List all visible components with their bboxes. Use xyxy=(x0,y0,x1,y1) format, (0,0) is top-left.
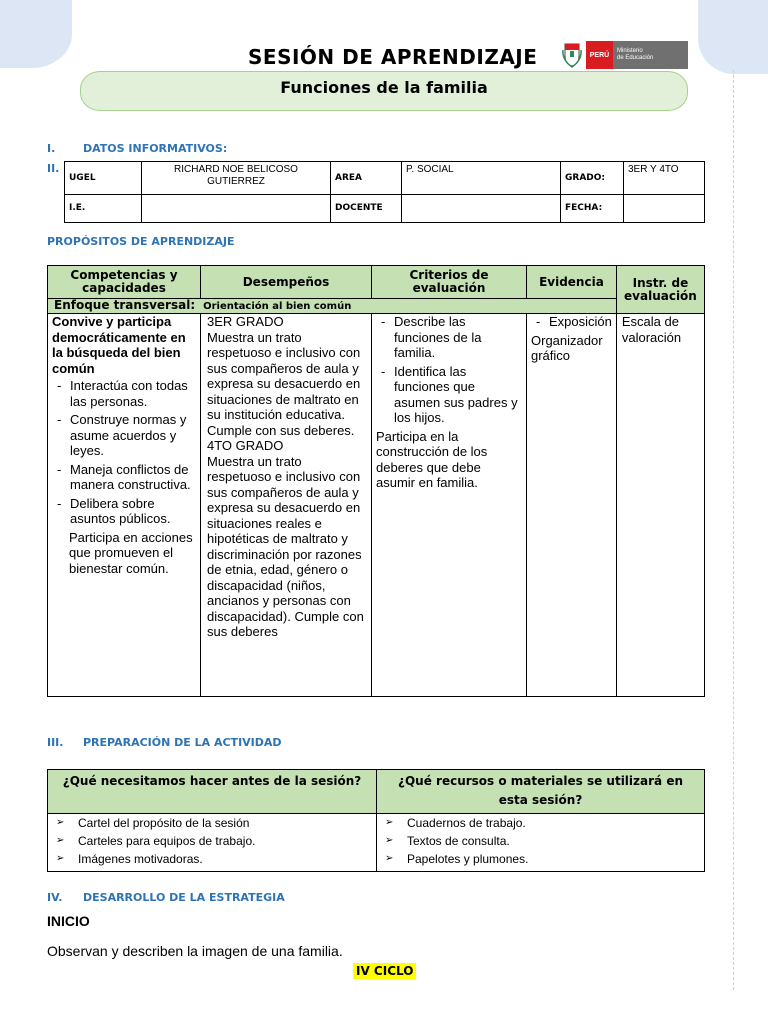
propositos-table xyxy=(47,265,705,697)
area-value: P. SOCIAL xyxy=(402,162,561,195)
list-item: ➢ Imágenes motivadoras. xyxy=(48,850,376,868)
grado-value: 3ER Y 4TO xyxy=(624,162,705,195)
list-item: - Delibera sobre asuntos públicos. xyxy=(52,496,196,527)
grado4-label: 4TO GRADO xyxy=(207,438,284,453)
list-item: ➢ Papelotes y plumones. xyxy=(377,850,704,868)
evidencia-list xyxy=(531,314,612,330)
margin-guide-line xyxy=(733,70,734,990)
grado-label: GRADO: xyxy=(561,162,624,195)
criterios-list xyxy=(376,314,522,426)
prep-header-recursos: ¿Qué recursos o materiales se utilizará en esta sesión? xyxy=(377,770,705,814)
ie-label: I.E. xyxy=(65,194,142,222)
antes-list xyxy=(48,814,376,868)
header-criterios: Criterios de evaluación xyxy=(372,266,527,299)
list-item: - Describe las funciones de la familia. xyxy=(376,314,522,361)
grado3-text: Muestra un trato respetuoso e inclusivo con sus compañeros de aula y expresa su desacuerdo en situaciones de maltrato en su institución educativa. Cumple con sus deberes. xyxy=(207,329,361,438)
peru-seal-icon xyxy=(561,40,583,68)
fecha-value xyxy=(624,194,705,222)
docente-label: DOCENTE xyxy=(331,194,402,222)
header-desempenos: Desempeños xyxy=(201,266,372,299)
ciclo-label: IV CICLO xyxy=(353,963,416,979)
evidencia-cell xyxy=(527,314,617,697)
criterio-extra: Participa en la construcción de los deberes que debe asumir en familia. xyxy=(376,428,488,490)
section-datos-heading: I. DATOS INFORMATIVOS: xyxy=(47,142,228,155)
inicio-heading: INICIO xyxy=(47,913,90,929)
list-item: ➢ Textos de consulta. xyxy=(377,832,704,850)
header-competencias: Competencias y capacidades xyxy=(48,266,201,299)
capacidades-list xyxy=(52,378,196,527)
desempenos-cell xyxy=(201,314,372,697)
preparacion-table xyxy=(47,769,705,872)
list-item: ➢ Cartel del propósito de la sesión xyxy=(48,814,376,832)
section-two-number: II. xyxy=(47,162,60,175)
list-item: - Construye normas y asume acuerdos y leyes. xyxy=(52,412,196,459)
grado3-label: 3ER GRADO xyxy=(207,314,284,329)
capacidad-extra: Participa en acciones que promueven el bienestar común. xyxy=(69,529,193,576)
criterios-cell xyxy=(372,314,527,697)
docente-value xyxy=(402,194,561,222)
competencias-cell xyxy=(48,314,201,697)
session-subtitle: Funciones de la familia xyxy=(280,78,488,97)
section-preparacion-heading: III. PREPARACIÓN DE LA ACTIVIDAD xyxy=(47,736,282,749)
list-item: - Identifica las funciones que asumen sus padres y los hijos. xyxy=(376,364,522,426)
corner-decoration-left xyxy=(0,0,72,68)
header-evidencia: Evidencia xyxy=(527,266,617,299)
peru-label: PERÚ xyxy=(586,41,613,69)
header-instrumento: Instr. de evaluación xyxy=(616,266,704,314)
list-item: ➢ Cuadernos de trabajo. xyxy=(377,814,704,832)
prep-recursos-cell xyxy=(377,814,705,872)
list-item: - Interactúa con todas las personas. xyxy=(52,378,196,409)
competencia-title: Convive y participa democráticamente en la búsqueda del bien común xyxy=(52,314,186,376)
datos-informativos-table xyxy=(64,161,705,223)
list-item: - Exposición xyxy=(531,314,612,330)
prep-header-antes: ¿Qué necesitamos hacer antes de la sesión? xyxy=(48,770,377,814)
area-label: AREA xyxy=(331,162,402,195)
list-item: ➢ Carteles para equipos de trabajo. xyxy=(48,832,376,850)
grado4-text: Muestra un trato respetuoso e inclusivo con sus compañeros de aula y expresa su desacuerdo en situaciones reales e hipotéticas de maltrato y discriminación por razones de etnia, edad, género o discapacidad (niños, ancianos y personas con discapacidad). Cumple con sus deberes xyxy=(207,453,364,639)
ministry-logo xyxy=(561,40,688,70)
evidencia-extra: Organizador gráfico xyxy=(531,332,603,363)
document-title: SESIÓN DE APRENDIZAJE xyxy=(248,45,538,69)
ministry-label: Ministerio de Educación xyxy=(613,41,688,69)
ugel-value: RICHARD NOE BELICOSO GUTIERREZ xyxy=(142,162,331,195)
recursos-list xyxy=(377,814,704,868)
enfoque-transversal: Enfoque transversal: Orientación al bien común xyxy=(48,299,617,314)
list-item: - Maneja conflictos de manera constructiva. xyxy=(52,462,196,493)
ugel-label: UGEL xyxy=(65,162,142,195)
fecha-label: FECHA: xyxy=(561,194,624,222)
corner-decoration-right xyxy=(698,0,768,74)
prep-antes-cell xyxy=(48,814,377,872)
section-propositos-heading: PROPÓSITOS DE APRENDIZAJE xyxy=(47,235,235,248)
inicio-text: Observan y describen la imagen de una familia. xyxy=(47,943,343,959)
instrumento-cell: Escala de valoración xyxy=(616,314,704,697)
section-desarrollo-heading: IV. DESARROLLO DE LA ESTRATEGIA xyxy=(47,891,285,904)
ie-value xyxy=(142,194,331,222)
